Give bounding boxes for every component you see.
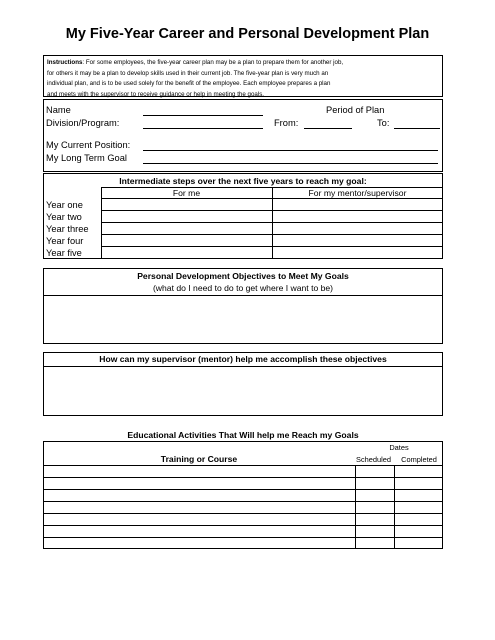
- instructions-line-3: individual plan, and is to be used solely for the benefit of the employee. Each employee prepares a plan: [47, 80, 331, 88]
- objectives-heading-divider: [43, 295, 443, 296]
- instructions-line-4: and meets with the supervisor to receive guidance or help in meeting the goals.: [47, 90, 265, 98]
- current-position-label: My Current Position:: [46, 140, 131, 150]
- to-date-field[interactable]: [394, 128, 440, 129]
- steps-row-year-four: Year four: [46, 236, 84, 246]
- from-date-field[interactable]: [304, 128, 352, 129]
- steps-row-year-three: Year three: [46, 224, 89, 234]
- instructions-box: [43, 55, 443, 97]
- division-label: Division/Program:: [46, 118, 120, 128]
- instructions-label: Instructions: [47, 59, 83, 66]
- objectives-heading: Personal Development Objectives to Meet My Goals: [137, 271, 349, 281]
- education-row-line: [43, 537, 443, 538]
- period-label: Period of Plan: [326, 105, 385, 115]
- supervisor-heading-divider: [43, 366, 443, 367]
- steps-heading: Intermediate steps over the next five years to reach my goal:: [119, 176, 367, 186]
- education-row-line: [43, 501, 443, 502]
- steps-col-for-me: For me: [172, 188, 201, 198]
- to-label: To:: [377, 118, 390, 128]
- education-row-line: [43, 525, 443, 526]
- steps-row-line: [101, 210, 443, 211]
- education-header-divider: [43, 465, 443, 466]
- education-row-line: [43, 477, 443, 478]
- steps-row-line: [101, 246, 443, 247]
- education-training-label: Training or Course: [160, 454, 238, 464]
- division-field[interactable]: [143, 128, 263, 129]
- steps-row-year-two: Year two: [46, 212, 82, 222]
- steps-row-year-five: Year five: [46, 248, 82, 258]
- instructions-line-1: Instructions: For some employees, the five-year career plan may be a plan to prepare them for another job,: [47, 59, 344, 66]
- supervisor-heading: How can my supervisor (mentor) help me accomplish these objectives: [99, 354, 387, 364]
- long-term-goal-field[interactable]: [143, 163, 438, 164]
- instructions-line-2: for others it may be a plan to develop skills used in their current job. The five-year plan is very much an: [47, 69, 329, 77]
- steps-col-for-mentor: For my mentor/supervisor: [308, 188, 407, 198]
- current-position-field[interactable]: [143, 150, 438, 151]
- from-label: From:: [274, 118, 299, 128]
- education-scheduled-label: Scheduled: [356, 455, 391, 464]
- name-label: Name: [46, 105, 71, 115]
- page-title: My Five-Year Career and Personal Development Plan: [65, 26, 430, 42]
- education-completed-label: Completed: [401, 455, 437, 464]
- education-row-line: [43, 513, 443, 514]
- objectives-subheading: (what do I need to do to get where I want to be): [152, 283, 334, 293]
- steps-row-line: [101, 234, 443, 235]
- education-row-line: [43, 489, 443, 490]
- steps-row-year-one: Year one: [46, 200, 83, 210]
- steps-row-line: [101, 222, 443, 223]
- name-field[interactable]: [143, 115, 263, 116]
- education-heading: Educational Activities That Will help me Reach my Goals: [127, 430, 359, 440]
- education-dates-label: Dates: [389, 443, 409, 452]
- steps-row-line: [101, 198, 443, 199]
- long-term-goal-label: My Long Term Goal: [46, 153, 127, 163]
